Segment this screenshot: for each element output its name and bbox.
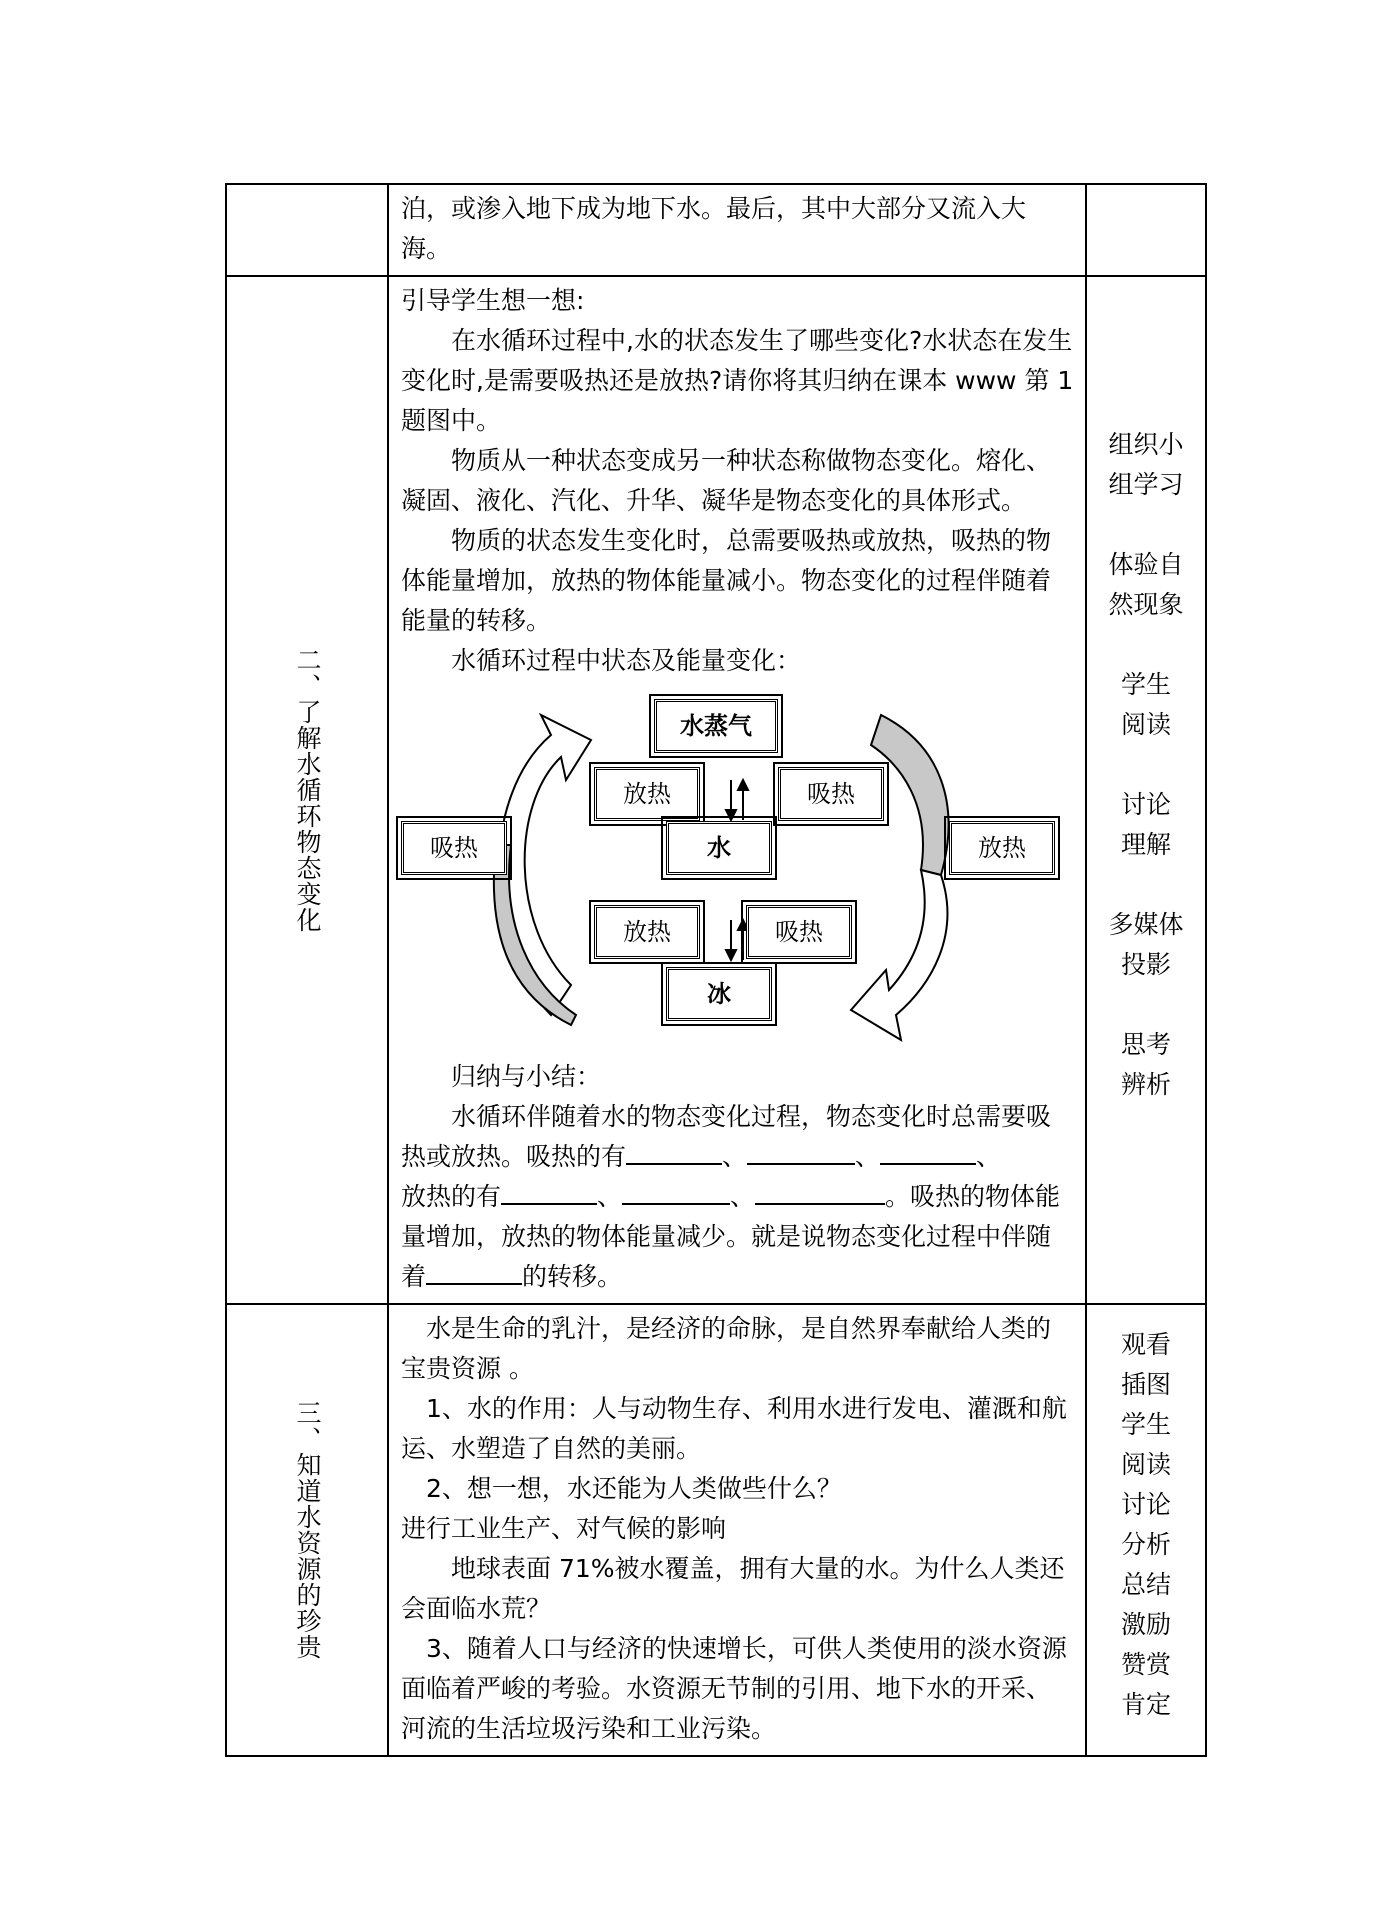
note: 组学习 — [1108, 470, 1184, 499]
summary-text — [401, 1097, 1075, 1177]
separator: 、 — [730, 1182, 756, 1211]
note: 学生 — [1120, 1410, 1171, 1439]
note: 肯定 — [1120, 1690, 1171, 1719]
note: 组织小 — [1108, 430, 1184, 459]
fill-blank[interactable] — [747, 1137, 855, 1165]
paragraph: 3、随着人口与经济的快速增长，可供人类使用的淡水资源面临着严峻的考验。水资源无节制的引用、地下水的开采、河流的生活垃圾污染和工业污染。 — [401, 1634, 1067, 1743]
row2-content-cell — [388, 276, 1086, 1304]
row3-content-cell — [388, 1304, 1086, 1756]
row1-content-cell — [388, 184, 1086, 276]
note: 分析 — [1120, 1530, 1171, 1559]
row3-label-cell — [226, 1304, 388, 1756]
note: 体验自 — [1108, 550, 1184, 579]
ice-box: 冰 — [666, 967, 772, 1021]
section-3-heading: 三、知道水资源的珍贵 — [293, 1400, 322, 1660]
section-2-heading: 二、了解水循环物态变化 — [293, 647, 322, 933]
paragraph: 水是生命的乳汁，是经济的命脉，是自然界奉献给人类的宝贵资源 。 — [401, 1314, 1052, 1383]
paragraph: 在水循环过程中,水的状态发生了哪些变化?水状态在发生变化时,是需要吸热还是放热?请你将其归纳在课本 www 第 1 题图中。 — [401, 326, 1074, 435]
release-heat-box: 放热 — [594, 905, 700, 959]
diagram-caption: 水循环过程中状态及能量变化： — [451, 646, 802, 675]
absorb-heat-box: 吸热 — [401, 821, 507, 875]
paragraph: 进行工业生产、对气候的影响 — [401, 1514, 727, 1543]
table-row — [226, 1304, 1206, 1756]
note: 多媒体 — [1108, 910, 1184, 939]
summary-part: 的转移。 — [522, 1262, 623, 1291]
transition-arrows-top — [726, 780, 748, 820]
note: 阅读 — [1120, 1450, 1171, 1479]
row3-notes-cell — [1086, 1304, 1206, 1756]
row1-text: 泊，或渗入地下成为地下水。最后，其中大部分又流入大海。 — [401, 194, 1027, 263]
fill-blank[interactable] — [426, 1257, 522, 1285]
water-cycle-diagram — [401, 685, 1121, 1055]
vapor-box: 水蒸气 — [654, 699, 778, 753]
absorb-heat-box: 吸热 — [778, 767, 884, 821]
summary-part: 放热的有 — [401, 1182, 502, 1211]
absorb-heat-box: 吸热 — [746, 905, 852, 959]
paragraph: 2、想一想，水还能为人类做些什么？ — [426, 1474, 842, 1503]
release-heat-box: 放热 — [594, 767, 700, 821]
note: 学生 — [1120, 670, 1171, 699]
separator: 、 — [597, 1182, 623, 1211]
note: 阅读 — [1120, 710, 1171, 739]
summary-part: 。吸热的物体能量增加，放热的物体能量减少。就是说物态变化过程中伴随着 — [401, 1182, 1061, 1291]
right-cycle-arrow — [851, 870, 947, 1040]
lesson-plan-table — [225, 183, 1207, 1757]
note: 观看 — [1120, 1330, 1171, 1359]
fill-blank[interactable] — [501, 1177, 597, 1205]
note: 然现象 — [1108, 590, 1184, 619]
note: 讨论 — [1120, 1490, 1171, 1519]
fill-blank[interactable] — [622, 1177, 730, 1205]
note: 辨析 — [1120, 1070, 1171, 1099]
note: 插图 — [1120, 1370, 1171, 1399]
transition-arrows-bottom — [726, 920, 748, 960]
intro-text: 引导学生想一想: — [401, 286, 585, 315]
water-box: 水 — [666, 821, 772, 875]
summary-part: 水循环伴随着水的物态变化过程，物态变化时总需要吸热或放热。吸热的有 — [401, 1102, 1052, 1171]
separator: 、 — [855, 1142, 881, 1171]
paragraph: 物质的状态发生变化时，总需要吸热或放热，吸热的物体能量增加，放热的物体能量减小。物态变化的过程伴随着能量的转移。 — [401, 526, 1052, 635]
note: 赞赏 — [1120, 1650, 1171, 1679]
note: 投影 — [1120, 950, 1171, 979]
summary-heading: 归纳与小结： — [451, 1062, 602, 1091]
row2-label-cell — [226, 276, 388, 1304]
table-row — [226, 184, 1206, 276]
summary-text — [401, 1177, 1075, 1297]
separator: 、 — [976, 1142, 1002, 1171]
note: 思考 — [1120, 1030, 1171, 1059]
row1-label-cell — [226, 184, 388, 276]
paragraph: 物质从一种状态变成另一种状态称做物态变化。熔化、凝固、液化、汽化、升华、凝华是物态变化的具体形式。 — [401, 446, 1052, 515]
table-row — [226, 276, 1206, 1304]
paragraph: 1、水的作用：人与动物生存、利用水进行发电、灌溉和航运、水塑造了自然的美丽。 — [401, 1394, 1067, 1463]
fill-blank[interactable] — [626, 1137, 722, 1165]
release-heat-box: 放热 — [949, 821, 1055, 875]
paragraph: 地球表面 71%被水覆盖，拥有大量的水。为什么人类还会面临水荒？ — [401, 1554, 1065, 1623]
note: 讨论 — [1120, 790, 1171, 819]
note: 总结 — [1120, 1570, 1171, 1599]
note: 激励 — [1120, 1610, 1171, 1639]
separator: 、 — [722, 1142, 748, 1171]
fill-blank[interactable] — [755, 1177, 885, 1205]
note: 理解 — [1120, 830, 1171, 859]
fill-blank[interactable] — [880, 1137, 976, 1165]
row1-notes-cell — [1086, 184, 1206, 276]
